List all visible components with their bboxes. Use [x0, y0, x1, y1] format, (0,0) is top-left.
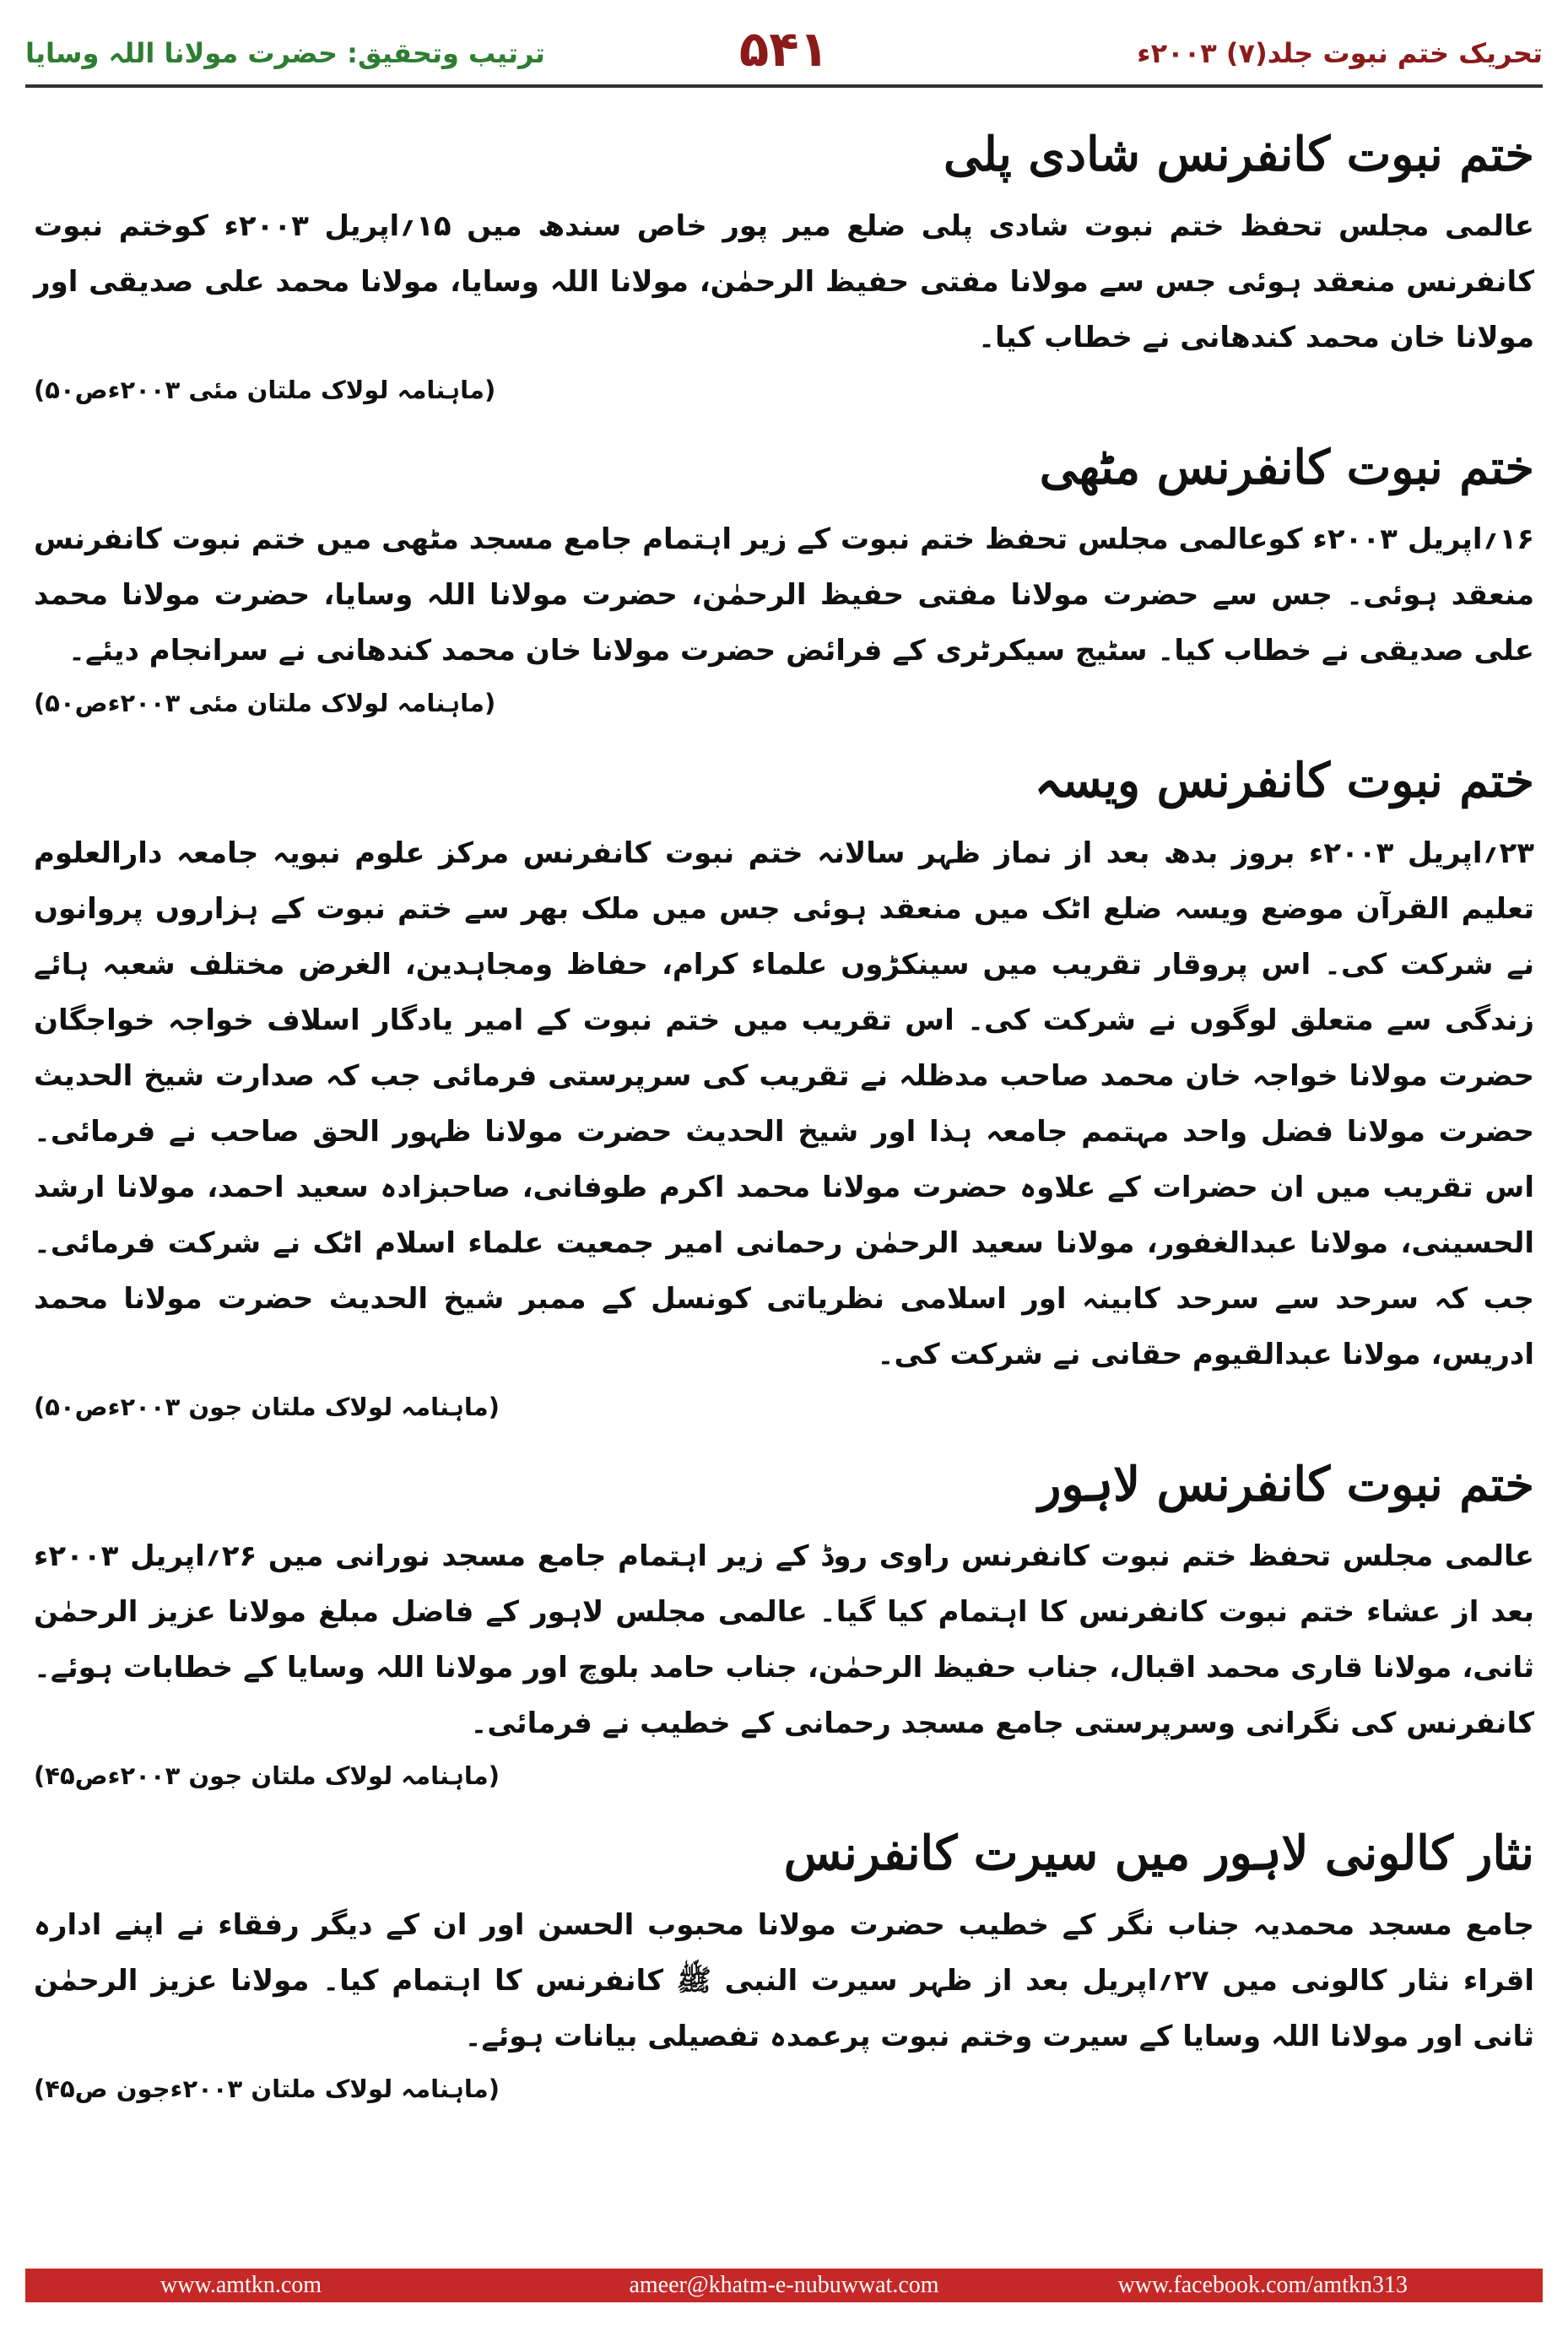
section-citation: (ماہنامہ لولاک ملتان ۲۰۰۳ءجون ص۴۵) — [34, 2074, 500, 2103]
section-body: عالمی مجلس تحفظ ختم نبوت شادی پلی ضلع میر پور خاص سندھ میں ۱۵؍اپریل ۲۰۰۳ء کوختم نبوت کانفرنس منعقد ہوئی جس سے مولانا مفتی حفیظ الرحمٰن، مولانا اللہ وسایا، مولانا محمد علی صدیقی اور مولانا خان محمد کندھانی نے خطاب کیا۔ — [34, 209, 1534, 355]
section-body: ۲۳؍اپریل ۲۰۰۳ء بروز بدھ بعد از نماز ظہر سالانہ ختم نبوت کانفرنس مرکز علوم نبویہ جامعہ دارالعلوم تعلیم القرآن موضع ویسہ ضلع اٹک میں منعقد ہوئی جس میں ملک بھر سے ختم نبوت کے ہزاروں پروانوں نے شرکت کی۔ اس پروقار تقریب میں سینکڑوں علماء کرام، حفاظ ومجاہدین، الغرض مختلف شعبہ ہائے زندگی سے متعلق لوگوں نے شرکت کی۔ اس تقریب میں ختم نبوت کے امیر یادگار اسلاف خواجہ خواجگان حضرت مولانا خواجہ خان محمد صاحب مدظلہ نے تقریب کی سرپرستی فرمائی جب کہ صدارت شیخ الحدیث حضرت مولانا فضل واحد مہتمم جامعہ ہذا اور شیخ الحدیث حضرت مولانا ظہور الحق صاحب نے فرمائی۔ اس تقریب میں ان حضرات کے علاوہ حضرت مولانا محمد اکرم طوفانی، صاحبزادہ سعید احمد، مولانا ارشد الحسینی، مولانا عبدالغفور، مولانا سعید الرحمٰن رحمانی امیر جمعیت علماء اسلام اٹک نے شرکت فرمائی۔ جب کہ سرحد سے سرحد کابینہ اور اسلامی نظریاتی کونسل کے ممبر شیخ الحدیث حضرت مولانا محمد ادریس، مولانا عبدالقیوم حقانی نے شرکت کی۔ — [34, 836, 1534, 1371]
section-body: ۱۶؍اپریل ۲۰۰۳ء کوعالمی مجلس تحفظ ختم نبوت کے زیر اہتمام جامع مسجد مٹھی میں ختم نبوت کانفرنس منعقد ہوئی۔ جس سے حضرت مولانا مفتی حفیظ الرحمٰن، حضرت مولانا اللہ وسایا، حضرت مولانا محمد علی صدیقی نے خطاب کیا۔ سٹیج سیکرٹری کے فرائض حضرت مولانا خان محمد کندھانی نے سرانجام دیئے۔ — [34, 522, 1534, 668]
page-number: ۵۴۱ — [738, 20, 830, 78]
section-title: ختم نبوت کانفرنس ویسہ — [1034, 753, 1534, 809]
page-header — [25, 20, 1543, 79]
section-citation: (ماہنامہ لولاک ملتان مئی ۲۰۰۳ءص۵۰) — [34, 689, 496, 718]
footer-facebook-link[interactable]: www.facebook.com/amtkn313 — [1117, 2272, 1408, 2298]
book-title: تحریک ختم نبوت جلد(۷) ۲۰۰۳ء — [1137, 37, 1543, 69]
section-title: نثار کالونی لاہور میں سیرت کانفرنس — [783, 1825, 1534, 1881]
section-title: ختم نبوت کانفرنس شادی پلی — [944, 127, 1534, 182]
section-body: عالمی مجلس تحفظ ختم نبوت کانفرنس راوی روڈ کے زیر اہتمام جامع مسجد نورانی میں ۲۶؍اپریل ۲۰۰۳ء بعد از عشاء ختم نبوت کانفرنس کا اہتمام کیا گیا۔ عالمی مجلس لاہور کے فاضل مبلغ مولانا عزیز الرحمٰن ثانی، مولانا قاری محمد اقبال، جناب حفیظ الرحمٰن، جناب حامد بلوچ اور مولانا اللہ وسایا کے خطابات ہوئے۔ کانفرنس کی نگرانی وسرپرستی جامع مسجد رحمانی کے خطیب نے فرمائی۔ — [34, 1539, 1535, 1740]
section-lahore — [34, 1457, 1534, 1797]
section-title: ختم نبوت کانفرنس مٹھی — [1039, 440, 1534, 496]
footer-email-link[interactable]: ameer@khatm-e-nubuwwat.com — [629, 2272, 939, 2298]
section-body: جامع مسجد محمدیہ جناب نگر کے خطیب حضرت مولانا محبوب الحسن اور ان کے دیگر رفقاء نے اپنے ادارہ اقراء نثار کالونی میں ۲۷؍اپریل بعد از ظہر سیرت النبی ﷺ کانفرنس کا اہتمام کیا۔ مولانا عزیز الرحمٰن ثانی اور مولانا اللہ وسایا کے سیرت وختم نبوت پرعمدہ تفصیلی بیانات ہوئے۔ — [34, 1907, 1535, 2053]
footer-bar — [25, 2269, 1543, 2302]
section-title: ختم نبوت کانفرنس لاہور — [1038, 1456, 1534, 1512]
article-content — [34, 127, 1534, 2139]
section-mithi — [34, 440, 1534, 724]
section-shadi-pali — [34, 127, 1534, 411]
section-waisa — [34, 753, 1534, 1427]
section-citation: (ماہنامہ لولاک ملتان مئی ۲۰۰۳ءص۵۰) — [34, 376, 496, 405]
section-citation: (ماہنامہ لولاک ملتان جون ۲۰۰۳ءص۵۰) — [34, 1392, 500, 1421]
footer-website-link[interactable]: www.amtkn.com — [160, 2272, 322, 2298]
compiler-credit: ترتیب وتحقیق: حضرت مولانا اللہ وسایا — [25, 37, 545, 69]
section-nisar-colony — [34, 1825, 1534, 2110]
header-divider — [25, 84, 1543, 88]
section-citation: (ماہنامہ لولاک ملتان جون ۲۰۰۳ءص۴۵) — [34, 1761, 500, 1790]
